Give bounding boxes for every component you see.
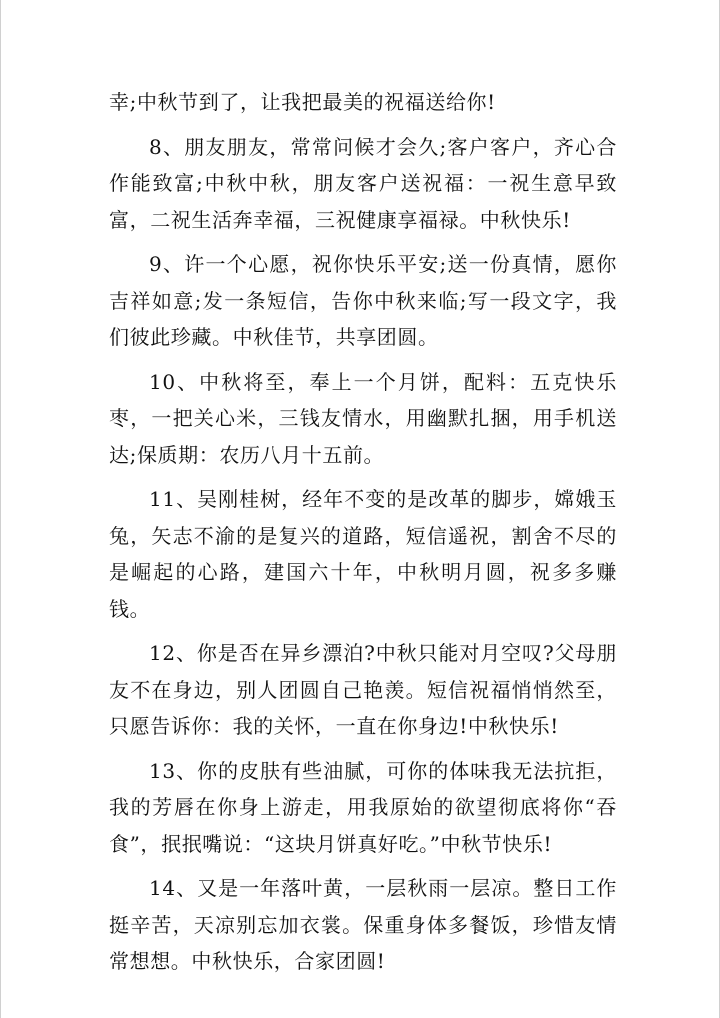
paragraph: 11、吴刚桂树，经年不变的是改革的脚步，嫦娥玉兔，矢志不渝的是复兴的道路，短信遥祝，割舍不尽的是崛起的心路，建国六十年，中秋明月圆，祝多多赚钱。 (109, 487, 617, 621)
paragraph: 14、又是一年落叶黄，一层秋雨一层凉。整日工作挺辛苦，天凉别忘加衣裳。保重身体多餐饭，珍惜友情常想想。中秋快乐，合家团圆! (109, 876, 617, 973)
paragraph: 13、你的皮肤有些油腻，可你的体味我无法抗拒，我的芳唇在你身上游走，用我原始的欲望彻底将你“吞食”，抿抿嘴说：“这块月饼真好吃。”中秋节快乐! (109, 758, 617, 856)
paragraph: 12、你是否在异乡漂泊?中秋只能对月空叹?父母朋友不在身边，别人团圆自己艳羡。短信祝福悄悄然至，只愿告诉你：我的关怀，一直在你身边!中秋快乐! (109, 641, 617, 738)
document-body (109, 84, 617, 988)
paragraph: 10、中秋将至，奉上一个月饼，配料：五克快乐枣，一把关心米，三钱友情水，用幽默扎捆，用手机送达;保质期：农历八月十五前。 (109, 369, 617, 467)
paragraph: 8、朋友朋友，常常问候才会久;客户客户，齐心合作能致富;中秋中秋，朋友客户送祝福：一祝生意早致富，二祝生活奔幸福，三祝健康享福禄。中秋快乐! (109, 134, 617, 232)
paragraph: 9、许一个心愿，祝你快乐平安;送一份真情，愿你吉祥如意;发一条短信，告你中秋来临;写一段文字，我们彼此珍藏。中秋佳节，共享团圆。 (109, 252, 617, 349)
paragraph: 幸;中秋节到了，让我把最美的祝福送给你! (109, 90, 496, 114)
